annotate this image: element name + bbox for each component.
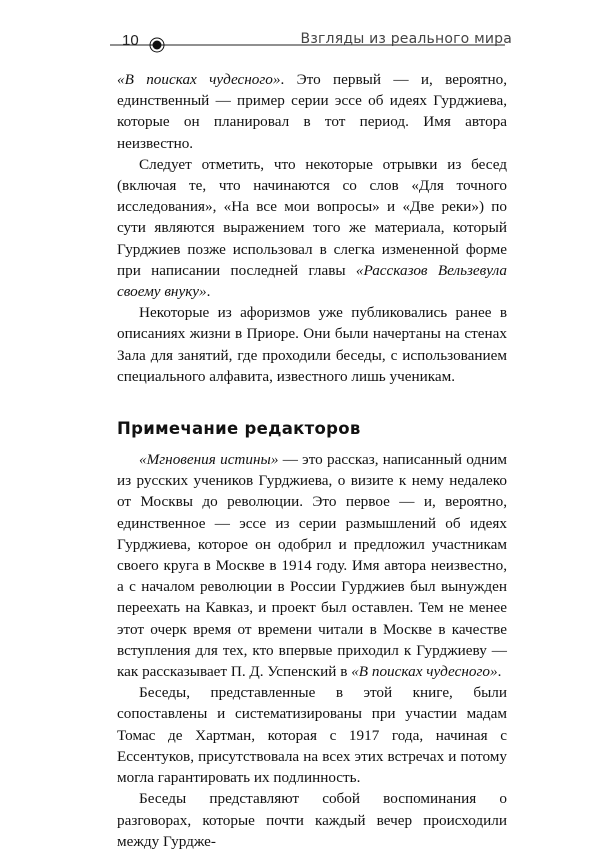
paragraph-5-text: Беседы, представленные в этой книге, были сопоставлены и систематизированы при участии мадам Томас де Хартман, которая с 1917 года, начиная с Ессентуков, присутствовала на всех этих встречах и потому могла гарантировать их подлинность. [117, 684, 507, 787]
running-title: Взгляды из реального мира [300, 31, 512, 47]
book-title-italic: «Рассказов Вельзевула своему внуку» [117, 261, 507, 301]
story-title-italic: «Мгновения истины» [139, 451, 279, 469]
paragraph-3-text: Некоторые из афоризмов уже публиковались ранее в описаниях жизни в Приоре. Они были начертаны на стенах Зала для занятий, где проходили беседы, с использованием специального алфавита, известного лишь ученикам. [117, 304, 507, 385]
book-title-italic: «В поисках чудесного» [351, 663, 498, 681]
paragraph-2-text: Следует отметить, что некоторые отрывки из бесед (включая те, что начинаются со слов «Для точного исследования», «На все мои вопросы» и «Две реки») по сути являются выражением того же материала, который Гурджиев позже использовал в слегка измененной форме при написании последней главы [117, 155, 507, 279]
page-number: 10 [122, 32, 139, 49]
paragraph-4-end: . [497, 663, 502, 681]
header-bullet-icon [153, 41, 162, 50]
section-gap [117, 387, 507, 419]
book-title-italic: «В поисках чудесного» [117, 71, 281, 88]
header-rule [0, 0, 600, 60]
paragraph-2 [117, 154, 507, 302]
paragraph-3 [117, 302, 507, 387]
paragraph-2-end: . [206, 283, 211, 301]
paragraph-4-text: — это рассказ, написанный одним из русских учеников Гурджиева, о визите к нему недалеко от Москвы до революции. Это первое — и, вероятно, единственное — эссе из серии размышлений об идеях Гурджиева, которое он одобрил и предложил участникам своего круга в Москве в 1914 году. Имя автора неизвестно, а с началом революции в России Гурджиев был вынужден переехать на Кавказ, и проект был оставлен. Тем не менее этот очерк время от времени читали в Москве в качестве вступления для тех, кто впервые приходил к Гурджиеву — как рассказывает П. Д. Успенский в [117, 451, 507, 681]
section-heading: Примечание редакторов [117, 419, 361, 439]
page-header [0, 0, 600, 60]
page-content [117, 64, 507, 852]
paragraph-6 [117, 788, 507, 852]
paragraph-5 [117, 682, 507, 788]
paragraph-6-text: Беседы представляют собой воспоминания о разговорах, которые почти каждый вечер происходили между Гурдже- [117, 790, 507, 850]
paragraph-4 [117, 449, 507, 682]
paragraph-1 [117, 69, 507, 154]
paragraph-1-text: . Это первый — и, вероятно, единственный — пример серии эссе об идеях Гурджиева, которые он планировал в тот период. Имя автора неизвестно. [117, 71, 507, 152]
